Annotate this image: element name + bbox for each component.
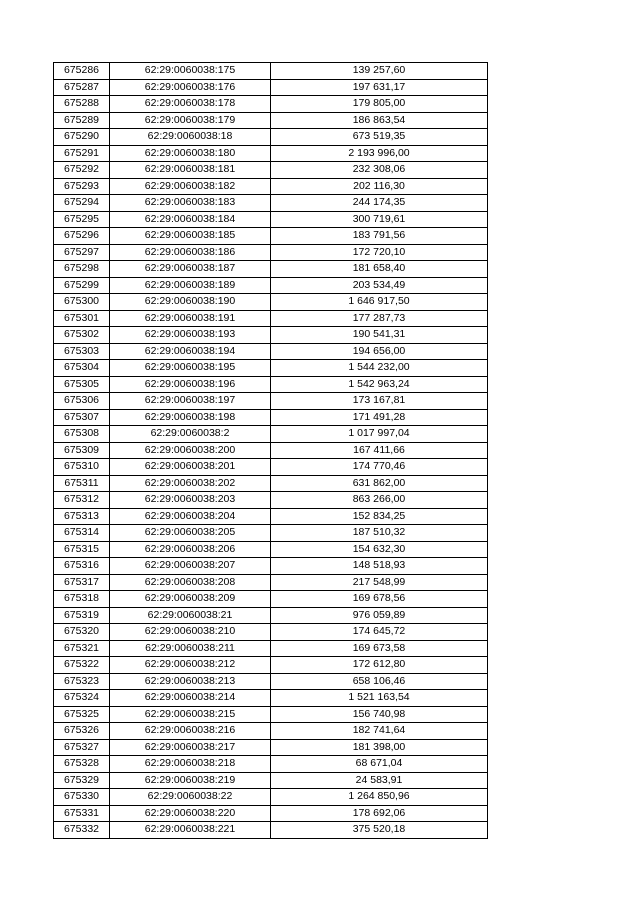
value-cell: 863 266,00 <box>271 492 488 509</box>
row-number-cell: 675297 <box>54 244 110 261</box>
table-row <box>54 508 488 525</box>
table-row <box>54 162 488 179</box>
cadastral-number-cell: 62:29:0060038:176 <box>110 79 271 96</box>
row-number-cell: 675295 <box>54 211 110 228</box>
table-row <box>54 475 488 492</box>
value-cell: 658 106,46 <box>271 673 488 690</box>
cadastral-number-cell: 62:29:0060038:211 <box>110 640 271 657</box>
cadastral-number-cell: 62:29:0060038:205 <box>110 525 271 542</box>
cadastral-number-cell: 62:29:0060038:212 <box>110 657 271 674</box>
cadastral-number-cell: 62:29:0060038:217 <box>110 739 271 756</box>
cadastral-number-cell: 62:29:0060038:209 <box>110 591 271 608</box>
table-row <box>54 607 488 624</box>
cadastral-number-cell: 62:29:0060038:185 <box>110 228 271 245</box>
table-row <box>54 690 488 707</box>
row-number-cell: 675325 <box>54 706 110 723</box>
cadastral-number-cell: 62:29:0060038:201 <box>110 459 271 476</box>
value-cell: 202 116,30 <box>271 178 488 195</box>
value-cell: 154 632,30 <box>271 541 488 558</box>
value-cell: 177 287,73 <box>271 310 488 327</box>
table-row <box>54 79 488 96</box>
row-number-cell: 675308 <box>54 426 110 443</box>
table-row <box>54 112 488 129</box>
row-number-cell: 675317 <box>54 574 110 591</box>
value-cell: 197 631,17 <box>271 79 488 96</box>
row-number-cell: 675315 <box>54 541 110 558</box>
row-number-cell: 675323 <box>54 673 110 690</box>
value-cell: 190 541,31 <box>271 327 488 344</box>
value-cell: 187 510,32 <box>271 525 488 542</box>
table-row <box>54 822 488 839</box>
row-number-cell: 675312 <box>54 492 110 509</box>
cadastral-value-table <box>53 62 488 839</box>
row-number-cell: 675319 <box>54 607 110 624</box>
table-row <box>54 211 488 228</box>
cadastral-number-cell: 62:29:0060038:194 <box>110 343 271 360</box>
value-cell: 181 658,40 <box>271 261 488 278</box>
table-row <box>54 756 488 773</box>
cadastral-number-cell: 62:29:0060038:196 <box>110 376 271 393</box>
row-number-cell: 675310 <box>54 459 110 476</box>
cadastral-number-cell: 62:29:0060038:206 <box>110 541 271 558</box>
cadastral-number-cell: 62:29:0060038:193 <box>110 327 271 344</box>
value-cell: 173 167,81 <box>271 393 488 410</box>
table-row <box>54 541 488 558</box>
row-number-cell: 675289 <box>54 112 110 129</box>
cadastral-number-cell: 62:29:0060038:2 <box>110 426 271 443</box>
value-cell: 232 308,06 <box>271 162 488 179</box>
cadastral-number-cell: 62:29:0060038:184 <box>110 211 271 228</box>
row-number-cell: 675300 <box>54 294 110 311</box>
value-cell: 631 862,00 <box>271 475 488 492</box>
value-cell: 1 646 917,50 <box>271 294 488 311</box>
table-row <box>54 277 488 294</box>
cadastral-number-cell: 62:29:0060038:197 <box>110 393 271 410</box>
value-cell: 194 656,00 <box>271 343 488 360</box>
cadastral-number-cell: 62:29:0060038:214 <box>110 690 271 707</box>
table-row <box>54 195 488 212</box>
cadastral-number-cell: 62:29:0060038:18 <box>110 129 271 146</box>
table-row <box>54 178 488 195</box>
table-row <box>54 63 488 80</box>
row-number-cell: 675328 <box>54 756 110 773</box>
row-number-cell: 675322 <box>54 657 110 674</box>
row-number-cell: 675291 <box>54 145 110 162</box>
row-number-cell: 675332 <box>54 822 110 839</box>
table-row <box>54 640 488 657</box>
row-number-cell: 675326 <box>54 723 110 740</box>
value-cell: 152 834,25 <box>271 508 488 525</box>
cadastral-number-cell: 62:29:0060038:186 <box>110 244 271 261</box>
row-number-cell: 675330 <box>54 789 110 806</box>
row-number-cell: 675290 <box>54 129 110 146</box>
row-number-cell: 675306 <box>54 393 110 410</box>
row-number-cell: 675301 <box>54 310 110 327</box>
row-number-cell: 675320 <box>54 624 110 641</box>
value-cell: 178 692,06 <box>271 805 488 822</box>
cadastral-number-cell: 62:29:0060038:179 <box>110 112 271 129</box>
value-cell: 1 264 850,96 <box>271 789 488 806</box>
value-cell: 148 518,93 <box>271 558 488 575</box>
cadastral-number-cell: 62:29:0060038:204 <box>110 508 271 525</box>
table-row <box>54 772 488 789</box>
cadastral-number-cell: 62:29:0060038:213 <box>110 673 271 690</box>
cadastral-number-cell: 62:29:0060038:178 <box>110 96 271 113</box>
cadastral-number-cell: 62:29:0060038:218 <box>110 756 271 773</box>
value-cell: 68 671,04 <box>271 756 488 773</box>
cadastral-number-cell: 62:29:0060038:180 <box>110 145 271 162</box>
cadastral-number-cell: 62:29:0060038:198 <box>110 409 271 426</box>
value-cell: 244 174,35 <box>271 195 488 212</box>
cadastral-number-cell: 62:29:0060038:21 <box>110 607 271 624</box>
value-cell: 1 521 163,54 <box>271 690 488 707</box>
value-cell: 1 542 963,24 <box>271 376 488 393</box>
row-number-cell: 675302 <box>54 327 110 344</box>
cadastral-number-cell: 62:29:0060038:210 <box>110 624 271 641</box>
row-number-cell: 675287 <box>54 79 110 96</box>
row-number-cell: 675294 <box>54 195 110 212</box>
table-row <box>54 805 488 822</box>
table-row <box>54 376 488 393</box>
row-number-cell: 675329 <box>54 772 110 789</box>
value-cell: 182 741,64 <box>271 723 488 740</box>
row-number-cell: 675305 <box>54 376 110 393</box>
table-row <box>54 459 488 476</box>
row-number-cell: 675309 <box>54 442 110 459</box>
value-cell: 24 583,91 <box>271 772 488 789</box>
row-number-cell: 675314 <box>54 525 110 542</box>
value-cell: 171 491,28 <box>271 409 488 426</box>
cadastral-number-cell: 62:29:0060038:202 <box>110 475 271 492</box>
value-cell: 217 548,99 <box>271 574 488 591</box>
cadastral-number-cell: 62:29:0060038:207 <box>110 558 271 575</box>
value-cell: 174 770,46 <box>271 459 488 476</box>
cadastral-number-cell: 62:29:0060038:203 <box>110 492 271 509</box>
table-row <box>54 96 488 113</box>
cadastral-number-cell: 62:29:0060038:190 <box>110 294 271 311</box>
table-row <box>54 492 488 509</box>
cadastral-number-cell: 62:29:0060038:219 <box>110 772 271 789</box>
row-number-cell: 675321 <box>54 640 110 657</box>
table-row <box>54 426 488 443</box>
row-number-cell: 675311 <box>54 475 110 492</box>
cadastral-number-cell: 62:29:0060038:215 <box>110 706 271 723</box>
table-row <box>54 442 488 459</box>
row-number-cell: 675331 <box>54 805 110 822</box>
value-cell: 976 059,89 <box>271 607 488 624</box>
table-row <box>54 360 488 377</box>
cadastral-number-cell: 62:29:0060038:182 <box>110 178 271 195</box>
table-row <box>54 244 488 261</box>
row-number-cell: 675307 <box>54 409 110 426</box>
table-row <box>54 558 488 575</box>
table-row <box>54 525 488 542</box>
row-number-cell: 675327 <box>54 739 110 756</box>
table-row <box>54 393 488 410</box>
value-cell: 139 257,60 <box>271 63 488 80</box>
cadastral-number-cell: 62:29:0060038:220 <box>110 805 271 822</box>
row-number-cell: 675293 <box>54 178 110 195</box>
value-cell: 156 740,98 <box>271 706 488 723</box>
cadastral-number-cell: 62:29:0060038:195 <box>110 360 271 377</box>
value-cell: 183 791,56 <box>271 228 488 245</box>
table-row <box>54 624 488 641</box>
value-cell: 179 805,00 <box>271 96 488 113</box>
value-cell: 169 673,58 <box>271 640 488 657</box>
value-cell: 2 193 996,00 <box>271 145 488 162</box>
row-number-cell: 675316 <box>54 558 110 575</box>
table-row <box>54 673 488 690</box>
table-row <box>54 723 488 740</box>
value-cell: 172 720,10 <box>271 244 488 261</box>
table-body <box>54 63 488 839</box>
cadastral-number-cell: 62:29:0060038:175 <box>110 63 271 80</box>
row-number-cell: 675298 <box>54 261 110 278</box>
cadastral-number-cell: 62:29:0060038:189 <box>110 277 271 294</box>
row-number-cell: 675304 <box>54 360 110 377</box>
row-number-cell: 675324 <box>54 690 110 707</box>
value-cell: 172 612,80 <box>271 657 488 674</box>
row-number-cell: 675318 <box>54 591 110 608</box>
row-number-cell: 675303 <box>54 343 110 360</box>
table-row <box>54 327 488 344</box>
row-number-cell: 675288 <box>54 96 110 113</box>
value-cell: 203 534,49 <box>271 277 488 294</box>
table-row <box>54 129 488 146</box>
table-row <box>54 706 488 723</box>
table-row <box>54 343 488 360</box>
cadastral-number-cell: 62:29:0060038:22 <box>110 789 271 806</box>
cadastral-number-cell: 62:29:0060038:221 <box>110 822 271 839</box>
cadastral-number-cell: 62:29:0060038:208 <box>110 574 271 591</box>
value-cell: 300 719,61 <box>271 211 488 228</box>
value-cell: 167 411,66 <box>271 442 488 459</box>
row-number-cell: 675292 <box>54 162 110 179</box>
cadastral-number-cell: 62:29:0060038:183 <box>110 195 271 212</box>
row-number-cell: 675286 <box>54 63 110 80</box>
table-row <box>54 739 488 756</box>
cadastral-number-cell: 62:29:0060038:187 <box>110 261 271 278</box>
value-cell: 186 863,54 <box>271 112 488 129</box>
value-cell: 1 544 232,00 <box>271 360 488 377</box>
value-cell: 673 519,35 <box>271 129 488 146</box>
cadastral-number-cell: 62:29:0060038:191 <box>110 310 271 327</box>
cadastral-number-cell: 62:29:0060038:181 <box>110 162 271 179</box>
row-number-cell: 675296 <box>54 228 110 245</box>
cadastral-number-cell: 62:29:0060038:200 <box>110 442 271 459</box>
table-row <box>54 409 488 426</box>
value-cell: 181 398,00 <box>271 739 488 756</box>
table-row <box>54 145 488 162</box>
value-cell: 174 645,72 <box>271 624 488 641</box>
table-row <box>54 789 488 806</box>
value-cell: 169 678,56 <box>271 591 488 608</box>
value-cell: 375 520,18 <box>271 822 488 839</box>
table-row <box>54 574 488 591</box>
table-row <box>54 261 488 278</box>
table-row <box>54 657 488 674</box>
row-number-cell: 675313 <box>54 508 110 525</box>
table-row <box>54 294 488 311</box>
cadastral-number-cell: 62:29:0060038:216 <box>110 723 271 740</box>
row-number-cell: 675299 <box>54 277 110 294</box>
table-row <box>54 228 488 245</box>
table-row <box>54 591 488 608</box>
table-row <box>54 310 488 327</box>
value-cell: 1 017 997,04 <box>271 426 488 443</box>
